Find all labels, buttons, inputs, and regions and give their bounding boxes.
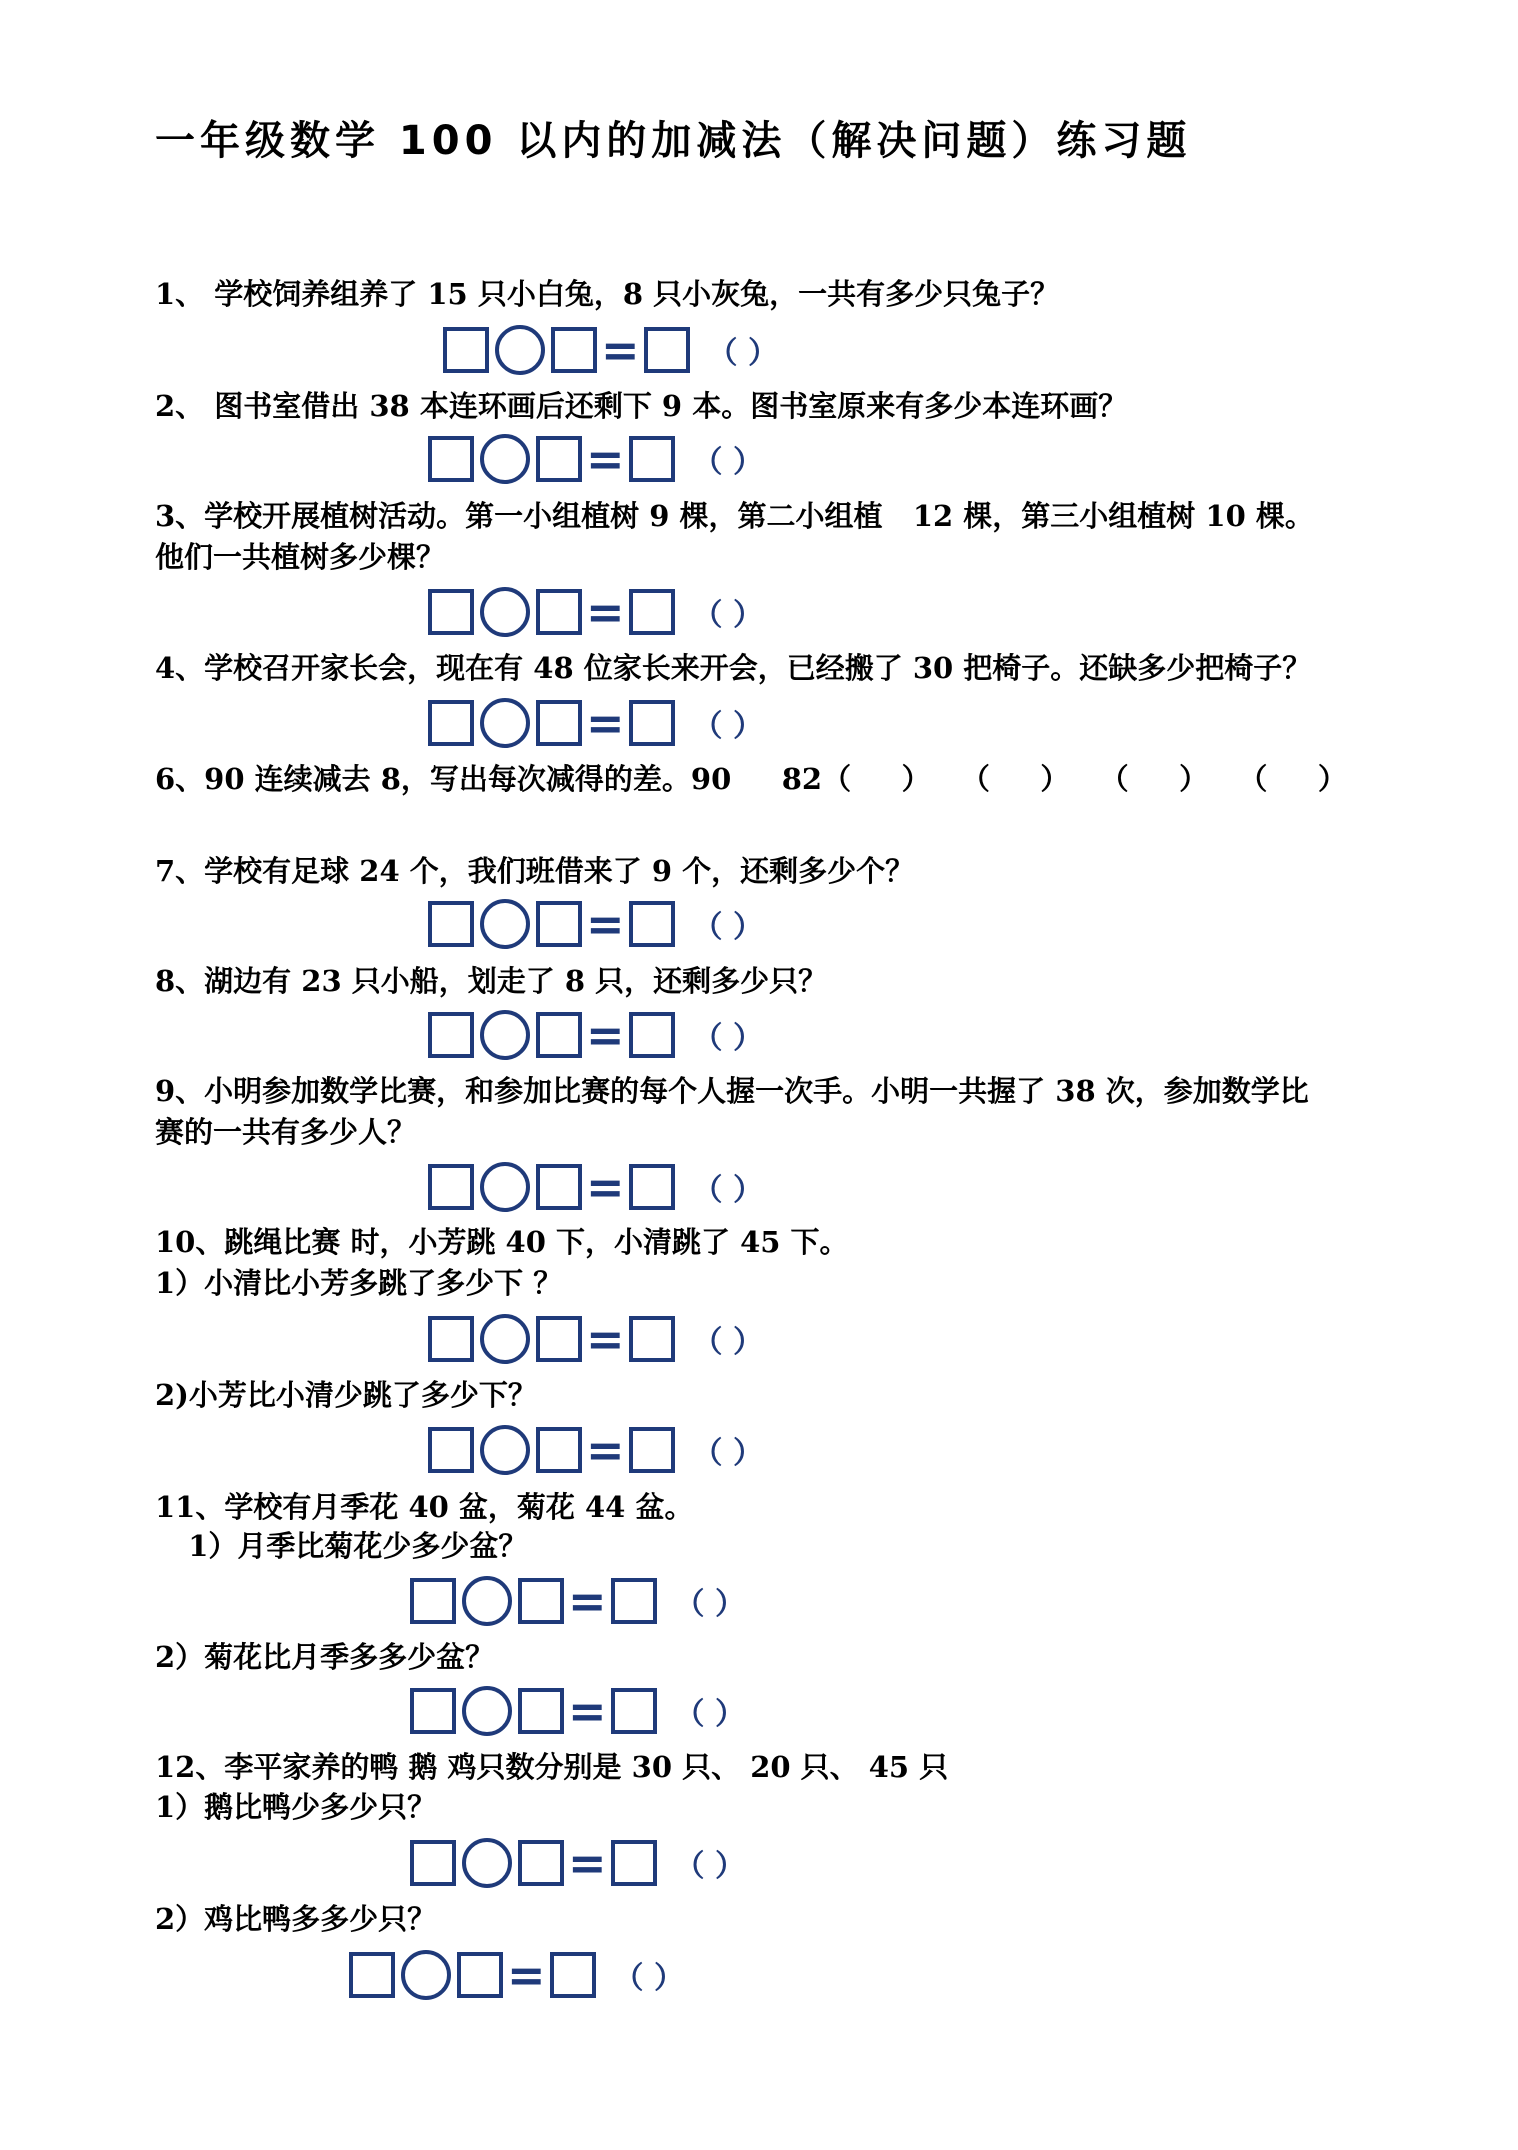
question-11-part-1: 1）月季比菊花少多少盆？ <box>168 1529 528 1563</box>
equation-template <box>428 1160 763 1214</box>
equation-template <box>410 1574 745 1628</box>
answer-box[interactable] <box>629 1427 675 1473</box>
equation-template <box>428 585 763 639</box>
question-10: 10、跳绳比赛 时，小芳跳 40 下，小清跳了 45 下。 <box>155 1225 849 1259</box>
answer-box[interactable] <box>410 1578 456 1624</box>
answer-box[interactable] <box>611 1578 657 1624</box>
answer-box[interactable] <box>518 1688 564 1734</box>
question-2: 2、 图书室借出 38 本连环画后还剩下 9 本。图书室原来有多少本连环画？ <box>155 389 1128 423</box>
unit-parens[interactable]: （ ） <box>692 910 763 945</box>
answer-box[interactable] <box>629 589 675 635</box>
equation-template <box>428 1423 763 1477</box>
answer-box[interactable] <box>536 1164 582 1210</box>
answer-box[interactable] <box>457 1952 503 1998</box>
question-6: 6、90 连续减去 8，写出每次减得的差。90 82（ ） （ ） （ ） （ ） <box>155 762 1347 796</box>
equals-sign: = <box>507 1948 546 2002</box>
answer-box[interactable] <box>611 1840 657 1886</box>
answer-box[interactable] <box>629 901 675 947</box>
operator-circle[interactable] <box>480 1010 530 1060</box>
unit-parens[interactable]: （ ） <box>674 1697 745 1732</box>
answer-box[interactable] <box>536 901 582 947</box>
answer-box[interactable] <box>536 1012 582 1058</box>
question-10-part-1: 1）小清比小芳多跳了多少下 ？ <box>155 1266 563 1300</box>
equals-sign: = <box>586 1008 625 1062</box>
page-title: 一年级数学 100 以内的加减法（解决问题）练习题 <box>155 118 1192 164</box>
question-3: 3、学校开展植树活动。第一小组植树 9 棵，第二小组植 12 棵，第三小组植树 10 棵。 <box>155 499 1314 533</box>
equation-template <box>428 1008 763 1062</box>
answer-box[interactable] <box>428 1427 474 1473</box>
unit-parens[interactable]: （ ） <box>692 1436 763 1471</box>
operator-circle[interactable] <box>462 1576 512 1626</box>
operator-circle[interactable] <box>480 587 530 637</box>
equation-template <box>443 323 778 377</box>
operator-circle[interactable] <box>480 1425 530 1475</box>
unit-parens[interactable]: （ ） <box>674 1849 745 1884</box>
operator-circle[interactable] <box>480 434 530 484</box>
equals-sign: = <box>568 1684 607 1738</box>
answer-box[interactable] <box>550 1952 596 1998</box>
question-12-part-1: 1）鹅比鸭少多少只？ <box>155 1790 437 1824</box>
answer-box[interactable] <box>629 1316 675 1362</box>
answer-box[interactable] <box>536 1316 582 1362</box>
question-9: 9、小明参加数学比赛，和参加比赛的每个人握一次手。小明一共握了 38 次，参加数学比 <box>155 1074 1309 1108</box>
question-12-part-2: 2）鸡比鸭多多少只？ <box>155 1902 437 1936</box>
answer-box[interactable] <box>629 436 675 482</box>
answer-box[interactable] <box>410 1688 456 1734</box>
equals-sign: = <box>586 1312 625 1366</box>
answer-box[interactable] <box>349 1952 395 1998</box>
answer-box[interactable] <box>428 589 474 635</box>
question-9-cont: 赛的一共有多少人？ <box>155 1115 417 1149</box>
equals-sign: = <box>586 696 625 750</box>
equals-sign: = <box>586 1423 625 1477</box>
unit-parens[interactable]: （ ） <box>692 1021 763 1056</box>
question-10-part-2: 2)小芳比小清少跳了多少下？ <box>155 1378 537 1412</box>
question-7: 7、学校有足球 24 个，我们班借来了 9 个，还剩多少个？ <box>155 854 915 888</box>
operator-circle[interactable] <box>480 899 530 949</box>
answer-box[interactable] <box>536 436 582 482</box>
unit-parens[interactable]: （ ） <box>692 445 763 480</box>
answer-box[interactable] <box>410 1840 456 1886</box>
answer-box[interactable] <box>551 327 597 373</box>
equation-template <box>428 897 763 951</box>
question-11: 11、学校有月季花 40 盆，菊花 44 盆。 <box>155 1490 694 1524</box>
equals-sign: = <box>568 1836 607 1890</box>
question-8: 8、湖边有 23 只小船，划走了 8 只，还剩多少只？ <box>155 964 828 998</box>
question-3-cont: 他们一共植树多少棵？ <box>155 540 446 574</box>
question-11-part-2: 2）菊花比月季多多少盆？ <box>155 1640 495 1674</box>
answer-box[interactable] <box>536 700 582 746</box>
answer-box[interactable] <box>518 1578 564 1624</box>
question-4: 4、学校召开家长会，现在有 48 位家长来开会，已经搬了 30 把椅子。还缺多少把椅子？ <box>155 651 1312 685</box>
answer-box[interactable] <box>518 1840 564 1886</box>
equation-template <box>428 696 763 750</box>
answer-box[interactable] <box>629 700 675 746</box>
answer-box[interactable] <box>428 1316 474 1362</box>
answer-box[interactable] <box>536 589 582 635</box>
operator-circle[interactable] <box>462 1838 512 1888</box>
answer-box[interactable] <box>428 700 474 746</box>
question-1: 1、 学校饲养组养了 15 只小白兔，8 只小灰兔，一共有多少只兔子？ <box>155 277 1060 311</box>
equation-template <box>349 1948 684 2002</box>
answer-box[interactable] <box>536 1427 582 1473</box>
answer-box[interactable] <box>629 1012 675 1058</box>
answer-box[interactable] <box>428 1012 474 1058</box>
equals-sign: = <box>586 1160 625 1214</box>
operator-circle[interactable] <box>480 1162 530 1212</box>
answer-box[interactable] <box>644 327 690 373</box>
equals-sign: = <box>601 323 640 377</box>
question-12: 12、李平家养的鸭 鹅 鸡只数分别是 30 只、 20 只、 45 只 <box>155 1750 949 1784</box>
equals-sign: = <box>586 585 625 639</box>
answer-box[interactable] <box>428 436 474 482</box>
equation-template <box>410 1836 745 1890</box>
equals-sign: = <box>586 897 625 951</box>
equation-template <box>410 1684 745 1738</box>
operator-circle[interactable] <box>495 325 545 375</box>
answer-box[interactable] <box>428 1164 474 1210</box>
unit-parens[interactable]: （ ） <box>692 598 763 633</box>
equation-template <box>428 1312 763 1366</box>
answer-box[interactable] <box>629 1164 675 1210</box>
unit-parens[interactable]: （ ） <box>692 709 763 744</box>
answer-box[interactable] <box>428 901 474 947</box>
equals-sign: = <box>586 432 625 486</box>
unit-parens[interactable]: （ ） <box>674 1587 745 1622</box>
answer-box[interactable] <box>443 327 489 373</box>
unit-parens[interactable]: （ ） <box>613 1961 684 1996</box>
equation-template <box>428 432 763 486</box>
operator-circle[interactable] <box>462 1686 512 1736</box>
equals-sign: = <box>568 1574 607 1628</box>
unit-parens[interactable]: （ ） <box>692 1173 763 1208</box>
operator-circle[interactable] <box>480 1314 530 1364</box>
unit-parens[interactable]: （ ） <box>707 336 778 371</box>
answer-box[interactable] <box>611 1688 657 1734</box>
unit-parens[interactable]: （ ） <box>692 1325 763 1360</box>
operator-circle[interactable] <box>480 698 530 748</box>
operator-circle[interactable] <box>401 1950 451 2000</box>
